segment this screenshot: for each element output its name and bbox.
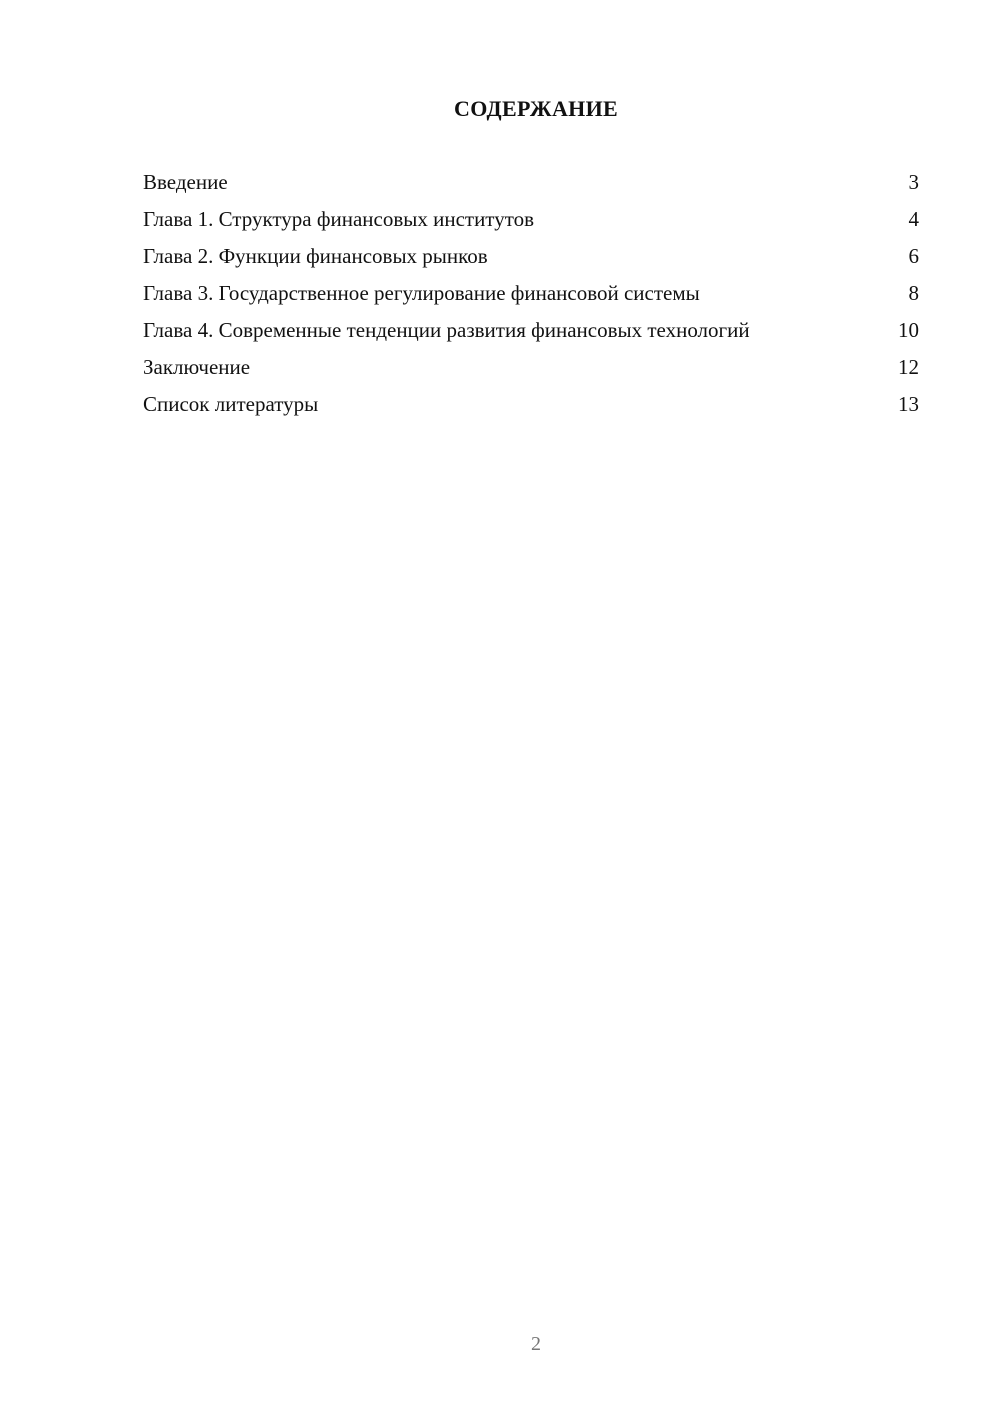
toc-entry-label: Глава 2. Функции финансовых рынков xyxy=(143,244,488,268)
toc-entry-introduction[interactable] xyxy=(143,169,919,196)
toc-entry-page: 3 xyxy=(908,170,919,194)
toc-entry-label: Заключение xyxy=(143,355,251,379)
table-of-contents xyxy=(143,169,919,428)
toc-entry-conclusion[interactable] xyxy=(143,354,919,381)
toc-entry-page: 4 xyxy=(908,207,919,231)
toc-entry-page: 13 xyxy=(898,392,919,416)
toc-entry-chapter-3[interactable] xyxy=(143,280,919,307)
toc-entry-label: Глава 1. Структура финансовых институтов xyxy=(143,207,535,231)
toc-entry-label: Список литературы xyxy=(143,392,319,416)
toc-entry-page: 10 xyxy=(898,318,919,342)
toc-entry-label: Глава 3. Государственное регулирование финансовой системы xyxy=(143,281,700,305)
page-title: СОДЕРЖАНИЕ xyxy=(454,96,618,121)
toc-entry-references[interactable] xyxy=(143,391,919,418)
toc-entry-label: Глава 4. Современные тенденции развития финансовых технологий xyxy=(143,318,750,342)
toc-entry-page: 6 xyxy=(908,244,919,268)
toc-entry-chapter-1[interactable] xyxy=(143,206,919,233)
page-number: 2 xyxy=(531,1333,541,1355)
toc-entry-label: Введение xyxy=(143,170,228,194)
toc-entry-page: 8 xyxy=(908,281,919,305)
toc-entry-chapter-4[interactable] xyxy=(143,317,919,344)
toc-entry-chapter-2[interactable] xyxy=(143,243,919,270)
toc-entry-page: 12 xyxy=(898,355,919,379)
